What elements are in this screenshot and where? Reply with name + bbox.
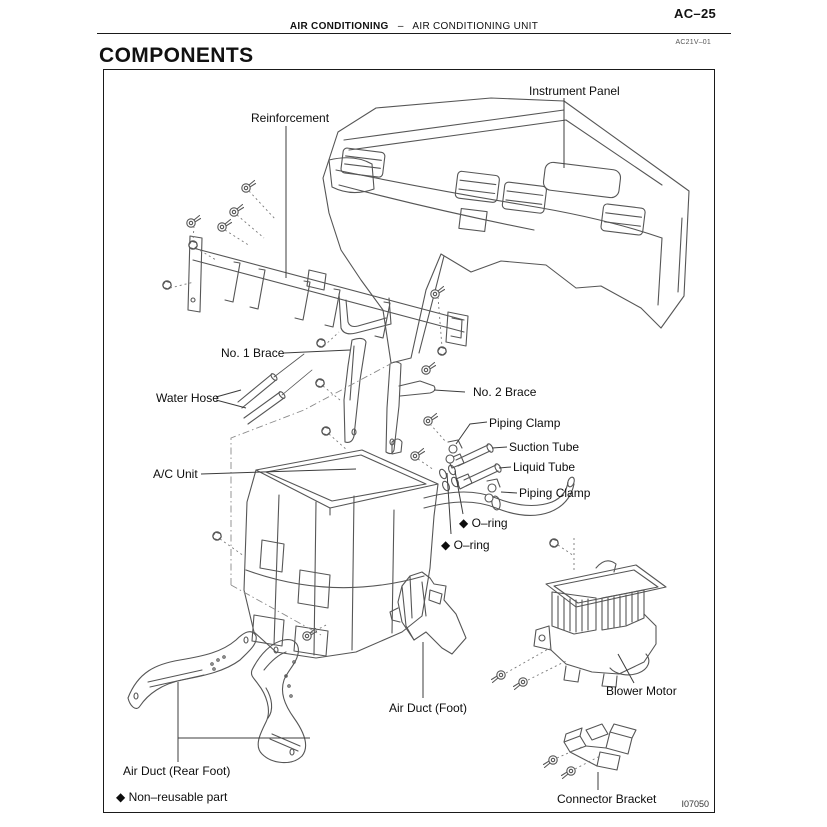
label-non-reusable-note: ◆ Non–reusable part [116,790,228,804]
label-ac-unit: A/C Unit [153,467,198,481]
label-no2-brace: No. 2 Brace [473,385,537,399]
running-header [97,21,731,32]
label-o-ring-lower: ◆ O–ring [441,538,490,552]
assembly-dashed-lines [170,191,600,769]
water-hose-art [238,354,312,424]
label-o-ring-upper: ◆ O–ring [459,516,508,530]
page-title: COMPONENTS [99,44,254,67]
no2-brace-art [386,362,435,454]
connector-bracket-art [564,724,636,770]
label-piping-clamp-upper: Piping Clamp [489,416,561,430]
figure-code: I07050 [681,799,709,809]
page-number: AC–25 [674,6,716,21]
label-liquid-tube: Liquid Tube [513,460,576,474]
header-rule [97,33,731,34]
fasteners-art [163,181,575,779]
header-subsection: AIR CONDITIONING UNIT [412,21,539,32]
label-reinforcement: Reinforcement [251,111,330,125]
header-dash: – [397,21,404,32]
no1-brace-art [344,338,366,442]
label-instrument-panel: Instrument Panel [529,84,620,98]
air-duct-rear-foot-art [128,632,306,763]
label-air-duct-foot: Air Duct (Foot) [389,701,468,715]
instrument-panel-art [323,98,689,363]
label-air-duct-rear-foot: Air Duct (Rear Foot) [123,764,231,778]
label-piping-clamp-lower: Piping Clamp [519,486,591,500]
document-code: AC21V–01 [675,39,711,46]
figure-frame [103,69,715,813]
air-duct-foot-art [390,572,466,654]
label-suction-tube: Suction Tube [509,440,580,454]
label-water-hose: Water Hose [156,391,219,405]
label-no1-brace: No. 1 Brace [221,346,285,360]
blower-motor-art [534,561,666,687]
label-blower-motor: Blower Motor [606,684,677,698]
header-section: AIR CONDITIONING [289,21,389,32]
piping-clamp-upper-art [446,440,462,463]
label-connector-bracket: Connector Bracket [557,792,657,806]
